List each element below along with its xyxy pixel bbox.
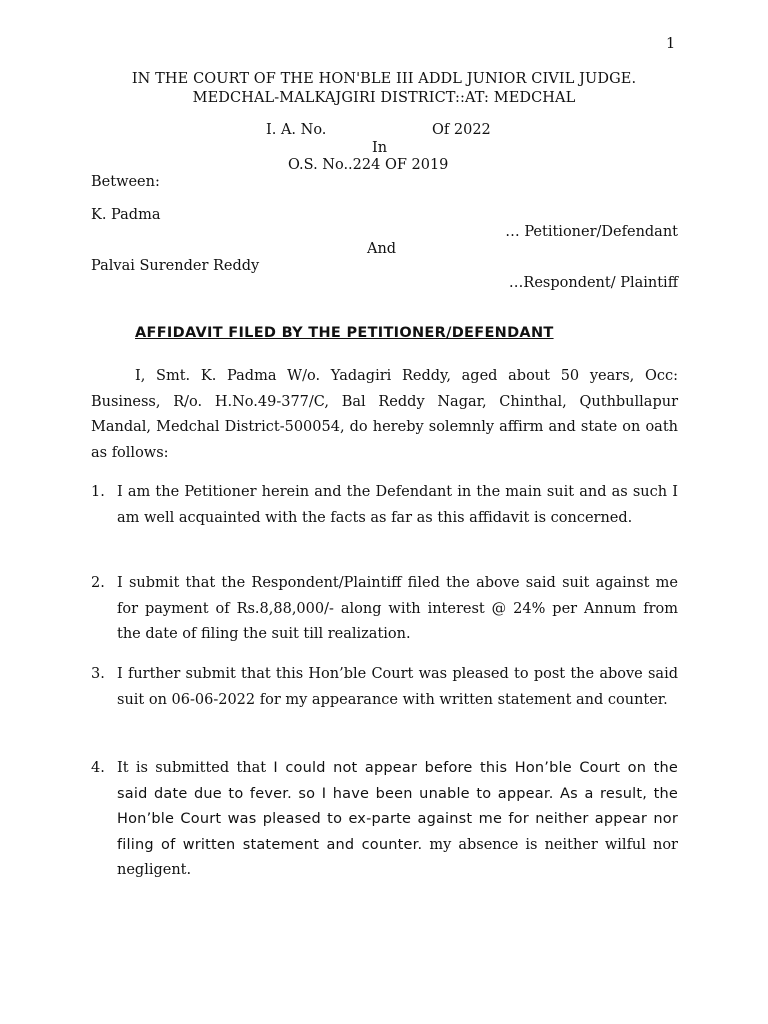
and-label: And [367, 241, 397, 257]
item-text-part: It is submitted that [117, 760, 267, 776]
item-text: I submit that the Respondent/Plaintiff filed the above said suit against me for payment of Rs.8,88,000/- along with interest @ 24% per Annum from the date of filing the suit till realization. [117, 575, 678, 642]
item-number: 3. [91, 666, 105, 682]
petitioner-name: K. Padma [91, 207, 161, 223]
item-number: 1. [91, 484, 105, 500]
item-text [117, 756, 678, 884]
item-text-part: I could not appear before this Hon’ble Court on the said date due to fever. so I have been unable to appear. As a result, the Hon’ble Court was pleased to ex-parte against me for neither appear nor filing of written statement and counter. [117, 760, 678, 853]
item-text: I am the Petitioner herein and the Defendant in the main suit and as such I am well acquainted with the facts as far as this affidavit is concerned. [117, 484, 678, 526]
court-heading-line1: IN THE COURT OF THE HON'BLE III ADDL JUNIOR CIVIL JUDGE. [131, 71, 637, 87]
item-number: 4. [91, 760, 105, 776]
list-item [91, 662, 678, 713]
court-heading-line2: MEDCHAL-MALKAJGIRI DISTRICT::AT: MEDCHAL [192, 90, 576, 106]
item-text-part: my absence is neither wilful nor negligent. [117, 836, 678, 878]
list-item [91, 480, 678, 531]
list-item [91, 756, 678, 884]
affidavit-intro: I, Smt. K. Padma W/o. Yadagiri Reddy, aged about 50 years, Occ: Business, R/o. H.No.49-377/C, Bal Reddy Nagar, Chinthal, Quthbullapur Mandal, Medchal District-500054, do hereby solemnly affirm and state on oath as follows: [91, 368, 678, 461]
list-item [91, 571, 678, 648]
os-number: O.S. No..224 OF 2019 [288, 157, 449, 173]
petitioner-role: … Petitioner/Defendant [505, 224, 678, 240]
in-label: In [372, 140, 388, 156]
respondent-role: …Respondent/ Plaintiff [508, 275, 678, 291]
ia-number-label: I. A. No. [266, 122, 327, 138]
item-number: 2. [91, 575, 105, 591]
between-label: Between: [91, 174, 160, 190]
page-number: 1 [666, 36, 676, 52]
respondent-name: Palvai Surender Reddy [91, 258, 260, 274]
item-text: I further submit that this Hon’ble Court was pleased to post the above said suit on 06-06-2022 for my appearance with written statement and counter. [117, 666, 678, 708]
ia-year: Of 2022 [432, 122, 491, 138]
affidavit-title: AFFIDAVIT FILED BY THE PETITIONER/DEFENDANT [135, 325, 554, 341]
